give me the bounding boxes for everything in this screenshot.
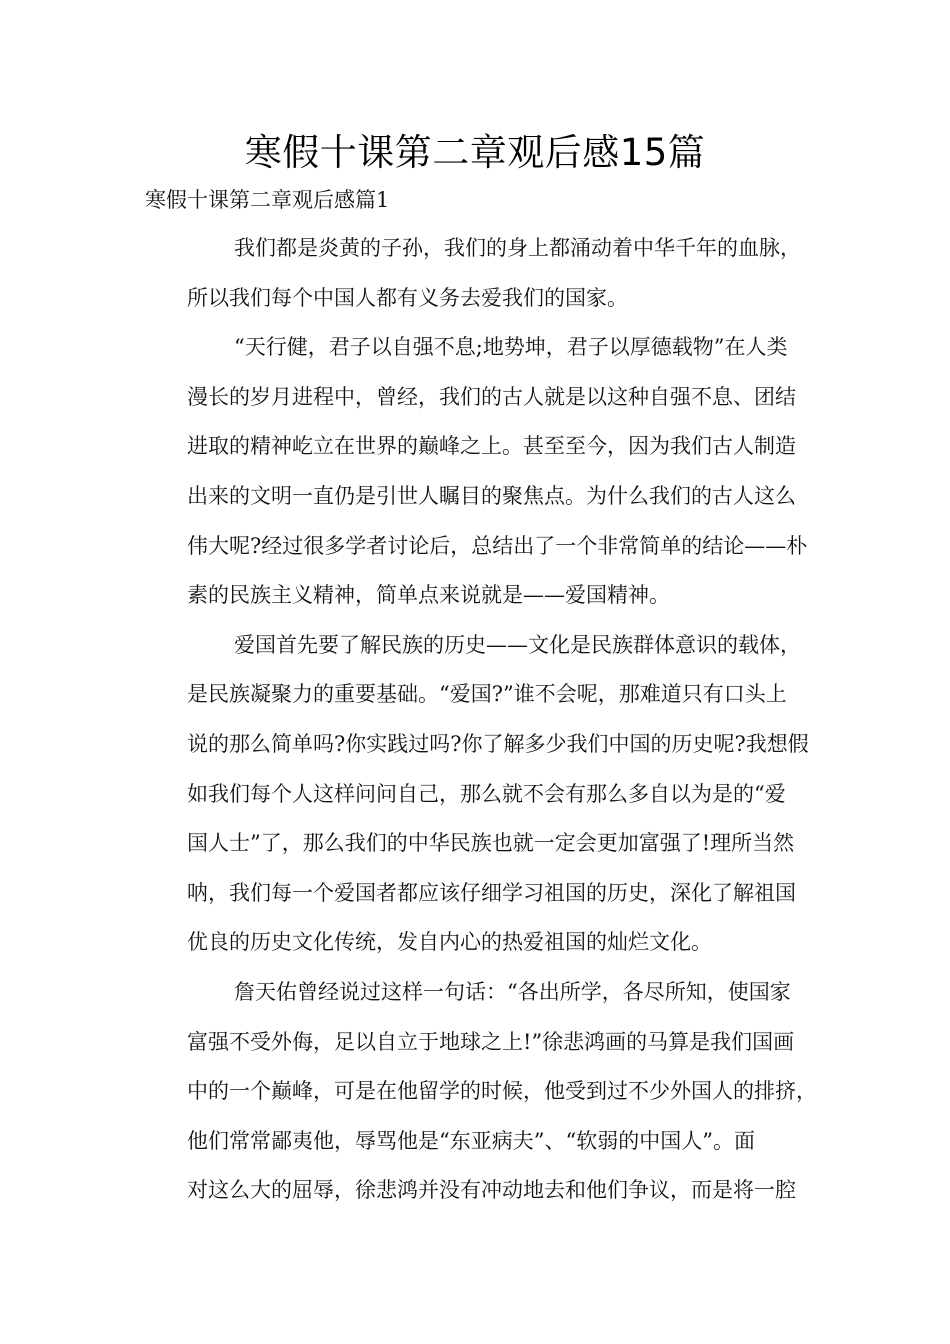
text-line: 进取的精神屹立在世界的巅峰之上。甚至至今，因为我们古人制造 [187, 434, 796, 459]
text-line: 詹天佑曾经说过这样一句话：“各出所学，各尽所知，使国家 [234, 979, 791, 1004]
text-line: “天行健，君子以自强不息;地势坤，君子以厚德载物”在人类 [234, 335, 788, 360]
document-title: 寒假十课第二章观后感15篇 [244, 131, 706, 174]
paragraph-3 [145, 621, 813, 968]
document-body [145, 224, 817, 1216]
text-line: 中的一个巅峰，可是在他留学的时候，他受到过不少外国人的排挤， [187, 1079, 817, 1104]
text-line: 伟大呢?经过很多学者讨论后，总结出了一个非常简单的结论——朴 [187, 533, 808, 558]
text-line: 对这么大的屈辱，徐悲鸿并没有冲动地去和他们争议，而是将一腔 [187, 1178, 796, 1203]
text-line: 出来的文明一直仍是引世人瞩目的聚焦点。为什么我们的古人这么 [187, 483, 796, 508]
paragraph-2 [145, 323, 813, 621]
section-heading: 寒假十课第二章观后感篇1 [145, 188, 390, 212]
text-line: 我们都是炎黄的子孙，我们的身上都涌动着中华千年的血脉， [234, 236, 801, 260]
text-line: 说的那么简单吗?你实践过吗?你了解多少我们中国的历史呢?我想假 [187, 731, 809, 756]
text-line: 他们常常鄙夷他，辱骂他是“东亚病夫”、“软弱的中国人”。面 [187, 1128, 755, 1153]
text-line: 是民族凝聚力的重要基础。“爱国?”谁不会呢，那难道只有口头上 [187, 682, 787, 707]
text-line: 如我们每个人这样问问自己，那么就不会有那么多自以为是的“爱 [187, 781, 786, 806]
text-line: 素的民族主义精神，简单点来说就是——爱国精神。 [187, 583, 670, 608]
paragraph-1 [145, 224, 813, 323]
text-line: 呐，我们每一个爱国者都应该仔细学习祖国的历史，深化了解祖国 [187, 880, 796, 905]
text-line: 优良的历史文化传统，发自内心的热爱祖国的灿烂文化。 [187, 930, 712, 955]
text-line: 漫长的岁月进程中，曾经，我们的古人就是以这种自强不息、团结 [187, 384, 796, 409]
text-line: 国人士”了，那么我们的中华民族也就一定会更加富强了!理所当然 [187, 831, 795, 856]
text-line: 爱国首先要了解民族的历史——文化是民族群体意识的载体， [234, 632, 801, 657]
text-line: 所以我们每个中国人都有义务去爱我们的国家。 [187, 285, 628, 310]
paragraph-4 [145, 968, 817, 1216]
text-line: 富强不受外侮，足以自立于地球之上!”徐悲鸿画的马算是我们国画 [187, 1029, 795, 1054]
